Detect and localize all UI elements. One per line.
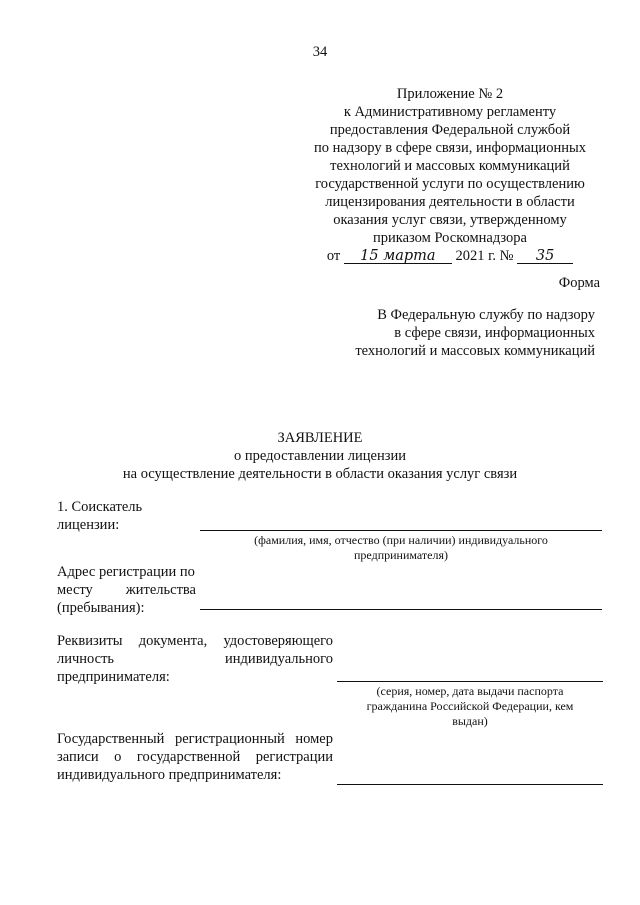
appendix-line: по надзору в сфере связи, информационных [314, 140, 586, 156]
id-document-label-line [57, 650, 333, 668]
id-document-hint-line: выдан) [452, 714, 488, 728]
registration-number-label-word: государственной [136, 749, 241, 765]
applicant-label [57, 498, 142, 534]
appendix-line: Приложение № 2 [396, 86, 504, 102]
order-year: 2021 г. № [455, 248, 514, 264]
id-document-hint-line: гражданина Российской Федерации, кем [366, 699, 574, 713]
id-document-label-word: индивидуального [225, 651, 333, 667]
appendix-line: предоставления Федеральной службой [329, 122, 571, 138]
addressee-line: В Федеральную службу по надзору [377, 307, 595, 323]
title-line: о предоставлении лицензии [234, 448, 406, 464]
registration-number-label-word: регистрационный [174, 731, 285, 747]
address-label-word: жительства [125, 582, 196, 598]
address-label-line: Адрес регистрации по [57, 564, 195, 580]
address-label [57, 563, 196, 617]
appendix-line: лицензирования деятельности в области [325, 194, 575, 210]
address-label-line [57, 581, 196, 599]
id-document-label-line [57, 632, 333, 650]
title-heading: ЗАЯВЛЕНИЕ [277, 430, 363, 446]
appendix-line: оказания услуг связи, утвержденному [333, 212, 567, 228]
addressee-block [295, 306, 595, 360]
document-title [0, 429, 640, 483]
id-document-input-line[interactable] [337, 681, 603, 682]
registration-number-label-word: Государственный [57, 731, 165, 747]
registration-number-label-word: о [114, 749, 122, 765]
registration-number-input-line[interactable] [337, 784, 603, 785]
form-label: Форма [558, 275, 600, 291]
applicant-label-line: лицензии: [57, 517, 120, 533]
order-date-handwritten: 15 марта [344, 249, 452, 264]
title-line: на осуществление деятельности в области оказания услуг связи [122, 466, 518, 482]
registration-number-label [57, 730, 333, 784]
applicant-input-line[interactable] [200, 530, 602, 531]
registration-number-label-line [57, 730, 333, 748]
applicant-hint [200, 533, 602, 563]
applicant-hint-line: (фамилия, имя, отчество (при наличии) индивидуального [254, 533, 548, 547]
id-document-label-word: Реквизиты [57, 633, 123, 649]
appendix-line: государственной услуги по осуществлению [315, 176, 585, 192]
order-line [300, 247, 600, 265]
page-number: 34 [312, 44, 328, 60]
address-input-line[interactable] [200, 609, 602, 610]
order-prefix: от [326, 248, 341, 264]
applicant-label-line: 1. Соискатель [57, 499, 143, 515]
id-document-label [57, 632, 333, 686]
registration-number-label-word: записи [57, 749, 99, 765]
addressee-line: технологий и массовых коммуникаций [355, 343, 595, 359]
address-label-word: месту [57, 582, 93, 598]
order-number-handwritten: 35 [517, 249, 573, 264]
id-document-label-word: удостоверяющего [223, 633, 333, 649]
address-label-line: (пребывания): [57, 600, 145, 616]
registration-number-label-word: регистрации [255, 749, 333, 765]
id-document-label-word: личность [57, 651, 115, 667]
registration-number-label-line [57, 748, 333, 766]
appendix-line: приказом Роскомнадзора [373, 230, 527, 246]
id-document-label-line: предпринимателя: [57, 669, 170, 685]
appendix-line: технологий и массовых коммуникаций [330, 158, 570, 174]
id-document-label-word: документа, [138, 633, 208, 649]
appendix-header [300, 85, 600, 265]
id-document-hint [337, 684, 603, 729]
registration-number-label-line: индивидуального предпринимателя: [57, 767, 282, 783]
id-document-hint-line: (серия, номер, дата выдачи паспорта [376, 684, 564, 698]
appendix-line: к Административному регламенту [343, 104, 557, 120]
registration-number-label-word: номер [295, 731, 333, 747]
applicant-hint-line: предпринимателя) [354, 548, 448, 562]
addressee-line: в сфере связи, информационных [394, 325, 595, 341]
